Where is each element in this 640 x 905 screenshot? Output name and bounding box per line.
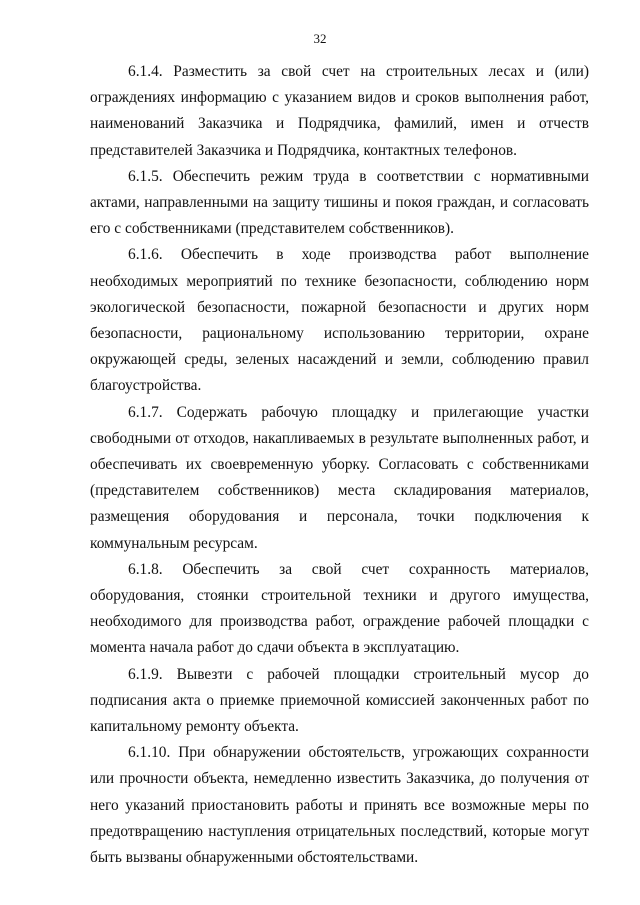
clause-text: Обеспечить в ходе производства работ выполнение необходимых мероприятий по технике безопасности, соблюдению норм экологической безопасности, пожарной безопасности и других норм безопасности, рациональному использованию территории, охране окружающей среды, зеленых насаждений и земли, соблюдению правил благоустройства. <box>90 246 589 395</box>
clause-number: 6.1.6. <box>128 246 163 264</box>
page-number: 32 <box>313 31 327 46</box>
clause-number: 6.1.5. <box>128 167 163 185</box>
clause-6-1-8 <box>90 557 589 662</box>
document-body <box>90 59 589 871</box>
clause-number: 6.1.10. <box>128 744 171 762</box>
clause-6-1-4 <box>90 59 589 164</box>
clause-text: Обеспечить за свой счет сохранность материалов, оборудования, стоянки строительной техники и другого имущества, необходимого для производства работ, ограждение рабочей площадки с момента начала работ до сдачи объекта в эксплуатацию. <box>90 560 589 657</box>
clause-number: 6.1.8. <box>128 560 163 578</box>
clause-number: 6.1.9. <box>128 665 163 683</box>
clause-6-1-7 <box>90 400 589 557</box>
clause-text: При обнаружении обстоятельств, угрожающих сохранности или прочности объекта, немедленно известить Заказчика, до получения от него указаний приостановить работы и принять все возможные меры по предотвращению наступления отрицательных последствий, которые могут быть вызваны обнаруженными обстоятельствами. <box>90 744 589 867</box>
clause-text: Обеспечить режим труда в соответствии с нормативными актами, направленными на защиту тишины и покоя граждан, и согласовать его с собственниками (представителем собственников). <box>90 167 589 238</box>
clause-6-1-6 <box>90 242 589 399</box>
clause-text: Вывезти с рабочей площадки строительный мусор до подписания акта о приемке приемочной комиссией законченных работ по капитальному ремонту объекта. <box>90 665 589 736</box>
clause-6-1-10 <box>90 740 589 871</box>
clause-6-1-9 <box>90 662 589 741</box>
clause-number: 6.1.7. <box>128 403 163 421</box>
clause-number: 6.1.4. <box>128 63 163 80</box>
clause-6-1-5 <box>90 164 589 243</box>
clause-text: Разместить за свой счет на строительных лесах и (или) ограждениях информацию с указанием видов и сроков выполнения работ, наименований Заказчика и Подрядчика, фамилий, имен и отчеств представителей Заказчика и Подрядчика, контактных телефонов. <box>90 63 589 159</box>
clause-text: Содержать рабочую площадку и прилегающие участки свободными от отходов, накапливаемых в результате выполненных работ, и обеспечивать их своевременную уборку. Согласовать с собственниками (представителем собственников) места складирования материалов, размещения оборудования и персонала, точки подключения к коммунальным ресурсам. <box>90 403 589 552</box>
